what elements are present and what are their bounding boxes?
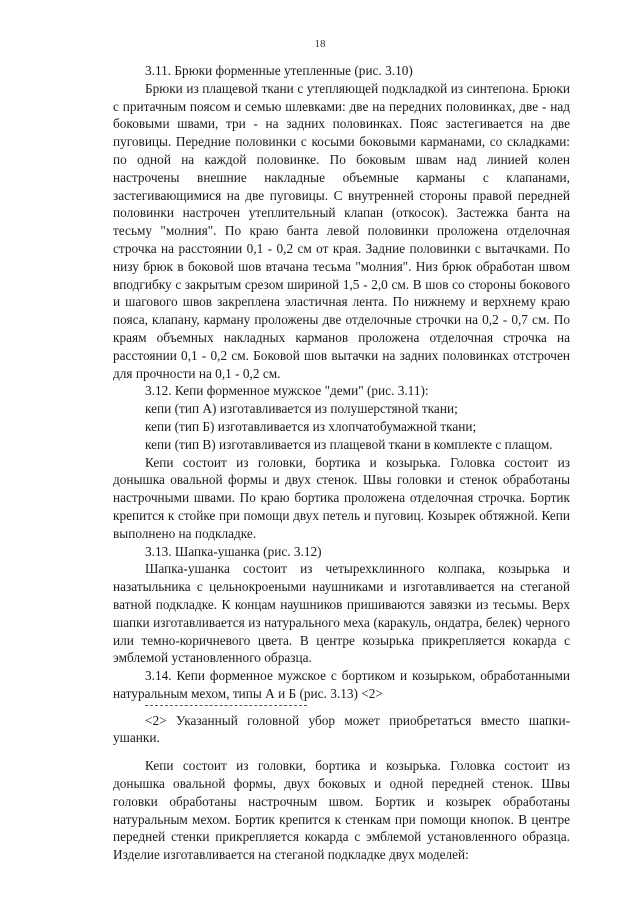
- paragraph-fur-cap-description: Кепи состоит из головки, бортика и козырька. Головка состоит из донышка овальной формы, двух боковых и одной передней стенок. Швы головки обработаны настрочным швом. Бортик и козырек обработаны натуральным мехом. Бортик крепится к стенкам при помощи кнопок. В центре передней стенки прикрепляется кокарда с эмблемой установленного образца. Изделие изготавливается на стеганой подкладке двух моделей:: [113, 758, 570, 863]
- section-heading-3-13: 3.13. Шапка-ушанка (рис. 3.12): [145, 543, 322, 559]
- list-item-type-a: кепи (тип А) изготавливается из полушерстяной ткани;: [145, 401, 458, 417]
- section-heading-3-12: 3.12. Кепи форменное мужское "деми" (рис. 3.11):: [145, 383, 429, 399]
- footnote-separator: [145, 705, 307, 706]
- paragraph-trousers-description: Брюки из плащевой ткани с утепляющей подкладкой из синтепона. Брюки с притачным поясом и семью шлевками: две на передних половинках, две - над боковыми швами, три - на задних половинках. Пояс застегивается на две пуговицы. Передние половинки с косыми боковыми карманами, со складками: по одной на каждой половинке. По боковым швам над линией колен настрочены внешние накладные объемные карманы с клапанами, застегивающимися на две пуговицы. С внутренней стороны правой передней половинки настрочен утеплительный клапан (откосок). Застежка банта на тесьму "молния". По краю банта левой половинки проложена отделочная строчка на расстоянии 0,1 - 0,2 см от края. Задние половинки с вытачками. По низу брюк в боковой шов втачана тесьма "молния". Низ брюк обработан швом вподгибку с закрытым срезом шириной 1,5 - 2,0 см. В шов со стороны бокового и шагового швов закреплена эластичная лента. По нижнему и верхнему краю пояса, клапану, карману проложены две отделочные строчки на 0,2 - 0,7 см. По краям объемных накладных карманов проложена отделочная строчка на расстоянии 0,1 - 0,2 см. Боковой шов вытачки на задних половинках отстрочен для прочности на 0,1 - 0,2 см.: [113, 80, 570, 381]
- document-body: [113, 62, 570, 864]
- paragraph-cap-description: Кепи состоит из головки, бортика и козырька. Головка состоит из донышка овальной формы и двух стенок. Швы головки и стенок обработаны настрочными швами. По краю бортика проложена отделочная строчка. Бортик крепится к стойке при помощи двух петель и пуговиц. Козырек обтяжной. Кепи выполнено на подкладке.: [113, 454, 570, 541]
- list-item-type-b: кепи (тип Б) изготавливается из хлопчатобумажной ткани;: [145, 418, 477, 434]
- section-heading-3-11: 3.11. Брюки форменные утепленные (рис. 3.10): [145, 63, 413, 78]
- section-heading-3-14: 3.14. Кепи форменное мужское с бортиком и козырьком, обработанными натуральным мехом, типы А и Б (рис. 3.13) <2>: [113, 668, 570, 701]
- footnote: <2> Указанный головной убор может приобретаться вместо шапки-ушанки.: [113, 712, 570, 746]
- list-item-type-v: кепи (тип В) изготавливается из плащевой ткани в комплекте с плащом.: [145, 436, 553, 452]
- page-number: 18: [314, 38, 326, 50]
- paragraph-ushanka-description: Шапка-ушанка состоит из четырехклинного колпака, козырька и назатыльника с цельнокроеными наушниками и изготавливается на стеганой ватной подкладке. К концам наушников пришиваются завязки из тесьмы. Верх шапки изготавливается из натурального меха (каракуль, ондатра, белек) черного или темно-коричневого цвета. В центре козырька прикрепляется кокарда с эмблемой установленного образца.: [113, 561, 570, 666]
